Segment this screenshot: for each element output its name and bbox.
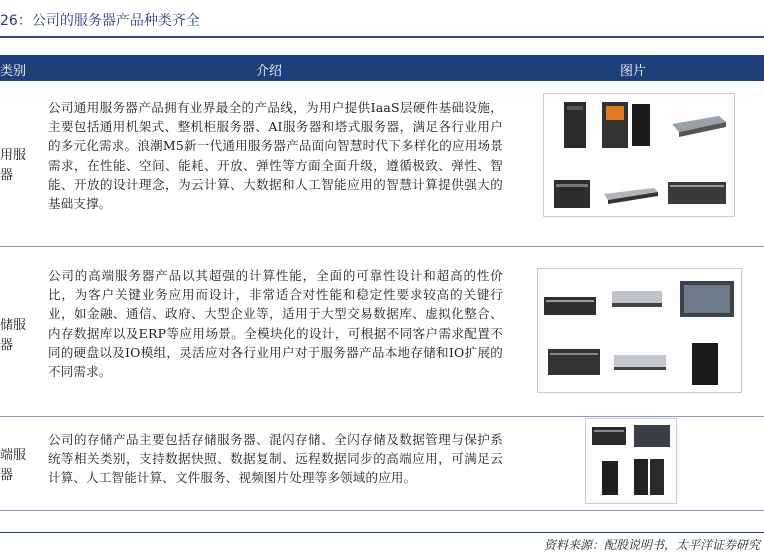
table-header [0, 55, 764, 81]
row-2-server-photos [538, 269, 741, 392]
row-3-description: 公司的存储产品主要包括存储服务器、混闪存储、全闪存储及数据管理与保护系统等相关类别，支持数据快照、数据复制、远程数据同步的高端应用，可满足云计算、人工智能计算、文件服务、视频图片处理等多领域的应用。 [48, 432, 503, 486]
row-1-description: 公司通用服务器产品拥有业界最全的产品线，为用户提供IaaS层硬件基础设施，主要包括通用机架式、整机柜服务器、AI服务器和塔式服务器，满足各行业用户的多元化需求。浪潮M5新一代通用服务器产品面向智慧时代下多样化的应用场景需求，在性能、空间、能耗、开放、弹性等方面全面升级，遵循极致、弹性、智能、开放的设计理念，为云计算、大数据和人工智能应用的智慧计算提供强大的基础支撑。 [48, 100, 503, 212]
row-1-server-photos [544, 94, 734, 216]
figure-title: 26：公司的服务器产品种类齐全 [0, 13, 200, 29]
row-3-image [585, 418, 677, 504]
row-2-image [537, 268, 742, 393]
bottom-rule [0, 532, 764, 533]
row-separator-2 [0, 416, 764, 417]
row-3-category: 端服 器 [0, 448, 27, 483]
row-separator-1 [0, 246, 764, 247]
header-category: 类别 [0, 64, 27, 79]
row-2-category: 储服 器 [0, 318, 27, 353]
header-image: 图片 [620, 64, 647, 79]
title-rule [0, 36, 764, 38]
row-2-description: 公司的高端服务器产品以其超强的计算性能，全面的可靠性设计和超高的性价比，为客户关键业务应用而设计，非常适合对性能和稳定性要求较高的关键行业，如金融、通信、政府、大型企业等，适用于大型交易数据库、虚拟化整合、内存数据库以及ERP等应用场景。全模块化的设计，可根据不同客户需求配置不同的硬盘以及IO模组，灵活应对各行业用户对于服务器产品本地存储和IO扩展的不同需求。 [48, 268, 503, 380]
row-3-server-photos [586, 419, 676, 503]
source-note: 资料来源：配股说明书，太平洋证券研究 [543, 538, 760, 552]
row-1-image [543, 93, 735, 217]
row-separator-3 [0, 510, 764, 511]
row-1-category: 用服 器 [0, 148, 27, 183]
header-description: 介绍 [256, 64, 283, 79]
